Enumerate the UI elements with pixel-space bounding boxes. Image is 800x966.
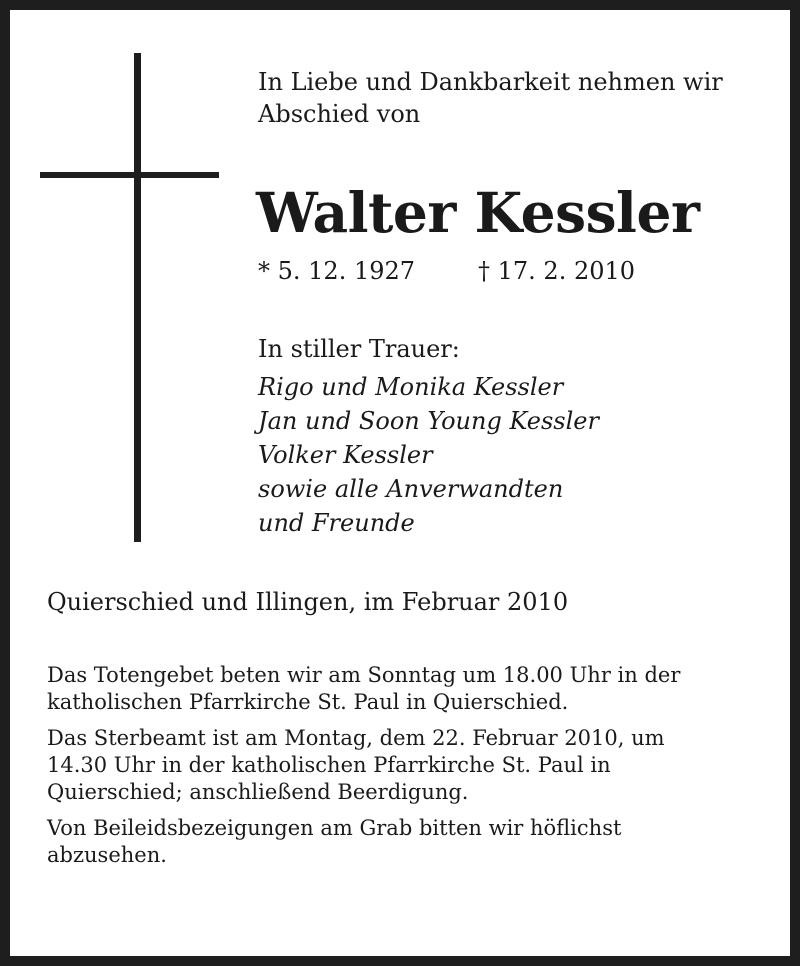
place-and-date: Quierschied und Illingen, im Februar 2010 <box>47 588 569 616</box>
mourners-list <box>258 370 599 540</box>
intro-line: In Liebe und Dankbarkeit nehmen wir <box>258 68 723 96</box>
prayer-note <box>47 662 767 716</box>
life-dates <box>258 255 636 287</box>
note-line: Quierschied; anschließend Beerdigung. <box>47 780 469 804</box>
note-line: Das Sterbeamt ist am Montag, dem 22. Februar 2010, um <box>47 726 665 750</box>
cross-horizontal-bar <box>40 172 219 178</box>
mourner-name: Volker Kessler <box>258 441 433 469</box>
funeral-mass-note <box>47 725 767 806</box>
mourner-name: und Freunde <box>258 509 415 537</box>
mourner-name: sowie alle Anverwandten <box>258 475 564 503</box>
note-line: Von Beileidsbezeigungen am Grab bitten wir höflichst <box>47 816 622 840</box>
cross-vertical-bar <box>134 53 141 542</box>
intro-line: Abschied von <box>258 100 421 128</box>
mourner-name: Jan und Soon Young Kessler <box>258 407 599 435</box>
mourning-label: In stiller Trauer: <box>258 335 460 363</box>
notes-section <box>47 662 767 878</box>
condolences-note <box>47 815 767 869</box>
birth-date: * 5. 12. 1927 <box>258 257 416 285</box>
note-line: Das Totengebet beten wir am Sonntag um 18.00 Uhr in der <box>47 663 681 687</box>
note-line: abzusehen. <box>47 843 167 867</box>
note-line: katholischen Pfarrkirche St. Paul in Quierschied. <box>47 690 569 714</box>
mourner-name: Rigo und Monika Kessler <box>258 373 564 401</box>
intro-text <box>258 66 778 130</box>
note-line: 14.30 Uhr in der katholischen Pfarrkirche St. Paul in <box>47 753 611 777</box>
death-date: † 17. 2. 2010 <box>478 257 636 285</box>
deceased-name: Walter Kessler <box>256 180 700 245</box>
